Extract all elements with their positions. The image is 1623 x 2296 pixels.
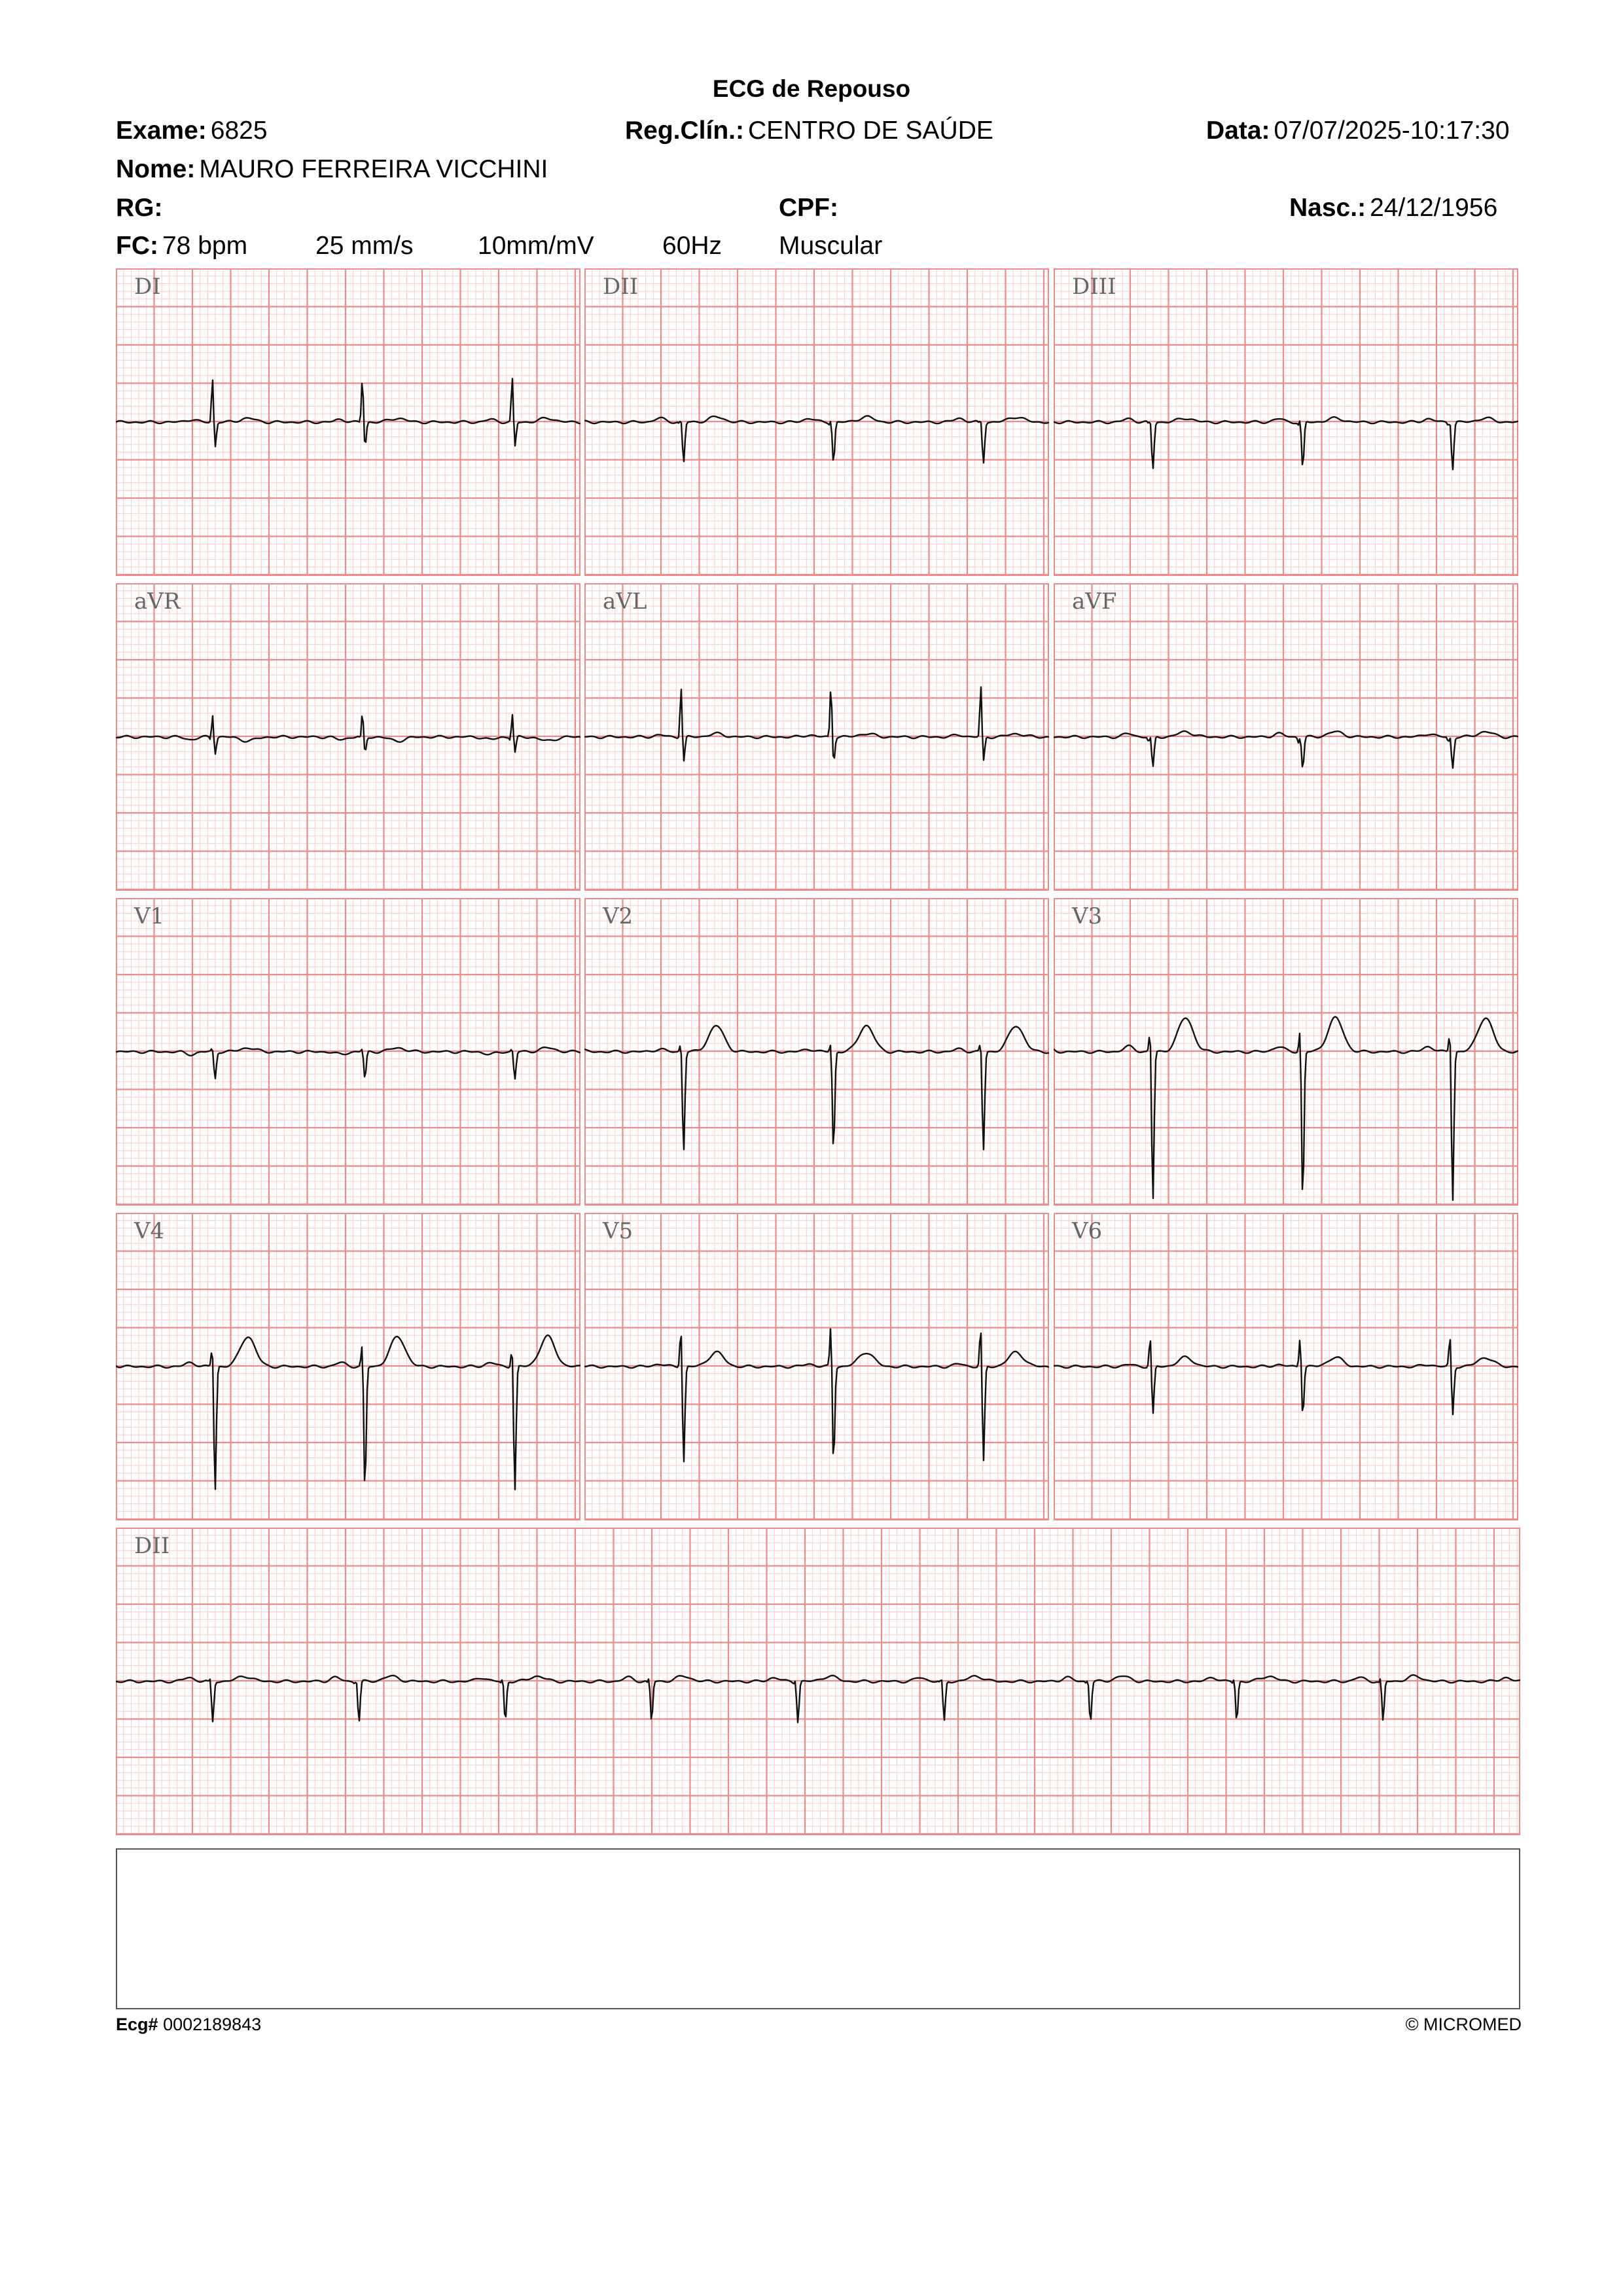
fc-field — [116, 232, 247, 260]
lead-panel-v1-label: V1 — [134, 903, 165, 929]
brand-label: © MICROMED — [1405, 2015, 1522, 2034]
lead-panel-v2-grid — [584, 898, 1049, 1206]
lead-panel-avr — [116, 583, 580, 891]
rg-field — [116, 194, 167, 223]
lead-panel-avr-label: aVR — [134, 588, 181, 615]
nasc-field — [1289, 194, 1497, 223]
lead-panel-v5-label: V5 — [603, 1218, 633, 1244]
rhythm-strip-grid — [116, 1528, 1520, 1835]
fc-label: FC: — [116, 232, 158, 260]
regclin-field — [625, 117, 993, 145]
lead-panel-v5 — [584, 1213, 1049, 1520]
exame-value: 6825 — [210, 117, 268, 145]
lead-panel-v3-label: V3 — [1072, 903, 1103, 929]
lead-panel-avf — [1054, 583, 1518, 891]
exame-field — [116, 117, 268, 145]
exame-label: Exame: — [116, 117, 207, 145]
lead-panel-dii — [584, 268, 1049, 576]
regclin-value: CENTRO DE SAÚDE — [748, 117, 993, 145]
lead-panel-v3-grid — [1054, 898, 1518, 1206]
rhythm-strip — [116, 1528, 1520, 1835]
rg-label: RG: — [116, 194, 163, 222]
lead-panel-v2-label: V2 — [603, 903, 633, 929]
cpf-field — [779, 194, 842, 223]
lead-panel-v4-label: V4 — [134, 1218, 165, 1244]
nome-field — [116, 155, 548, 184]
lead-panel-dii-label: DII — [603, 274, 639, 300]
nasc-value: 24/12/1956 — [1370, 194, 1498, 222]
lead-panel-dii-trace — [584, 416, 1049, 463]
ecg-number — [116, 2015, 261, 2035]
lead-panel-avr-grid — [116, 583, 580, 891]
ecg-number-label: Ecg# — [116, 2015, 158, 2034]
nasc-label: Nasc.: — [1289, 194, 1366, 222]
lead-panel-v4 — [116, 1213, 580, 1520]
lead-panel-dii-grid — [584, 268, 1049, 576]
filter-type-value: Muscular — [779, 232, 883, 260]
lead-panel-v6-label: V6 — [1072, 1218, 1103, 1244]
lead-panel-v2-trace — [584, 1026, 1049, 1150]
lead-panel-v5-grid — [584, 1213, 1049, 1520]
rhythm-strip-label: DII — [134, 1533, 170, 1559]
lead-panel-avf-label: aVF — [1072, 588, 1117, 615]
data-label: Data: — [1206, 117, 1270, 145]
lead-panel-diii-label: DIII — [1072, 274, 1116, 300]
gain-value: 10mm/mV — [478, 232, 594, 260]
lead-panel-diii-trace — [1054, 417, 1518, 469]
regclin-label: Reg.Clín.: — [625, 117, 744, 145]
speed-value: 25 mm/s — [315, 232, 414, 260]
ecg-number-value: 0002189843 — [163, 2015, 262, 2034]
lead-panel-di-trace — [116, 378, 580, 446]
lead-panel-diii — [1054, 268, 1518, 576]
lead-panel-v1-grid — [116, 898, 580, 1206]
nome-label: Nome: — [116, 155, 196, 183]
notes-box — [116, 1848, 1520, 2009]
report-title: ECG de Repouso — [712, 75, 911, 102]
lead-panel-avr-trace — [116, 715, 580, 754]
lead-panel-avf-grid — [1054, 583, 1518, 891]
lead-panel-v6-trace — [1054, 1340, 1518, 1414]
lead-panel-di-grid — [116, 268, 580, 576]
lead-panel-di-label: DI — [134, 274, 161, 300]
lead-panel-avl — [584, 583, 1049, 891]
lead-panel-diii-grid — [1054, 268, 1518, 576]
nome-value: MAURO FERREIRA VICCHINI — [199, 155, 548, 183]
cpf-label: CPF: — [779, 194, 838, 222]
lead-panel-di — [116, 268, 580, 576]
lead-panel-v1 — [116, 898, 580, 1206]
filter-hz-value: 60Hz — [662, 232, 722, 260]
lead-panel-avl-grid — [584, 583, 1049, 891]
lead-panel-v4-grid — [116, 1213, 580, 1520]
lead-panel-v5-trace — [584, 1329, 1049, 1462]
data-value: 07/07/2025-10:17:30 — [1274, 117, 1510, 145]
lead-panel-v3 — [1054, 898, 1518, 1206]
lead-panel-v3-trace — [1054, 1016, 1518, 1200]
lead-panel-avl-label: aVL — [603, 588, 647, 615]
rhythm-strip-trace — [116, 1675, 1520, 1722]
lead-panel-v2 — [584, 898, 1049, 1206]
fc-value: 78 bpm — [162, 232, 248, 260]
data-field — [1206, 117, 1510, 145]
lead-panel-v6-grid — [1054, 1213, 1518, 1520]
lead-panel-v6 — [1054, 1213, 1518, 1520]
